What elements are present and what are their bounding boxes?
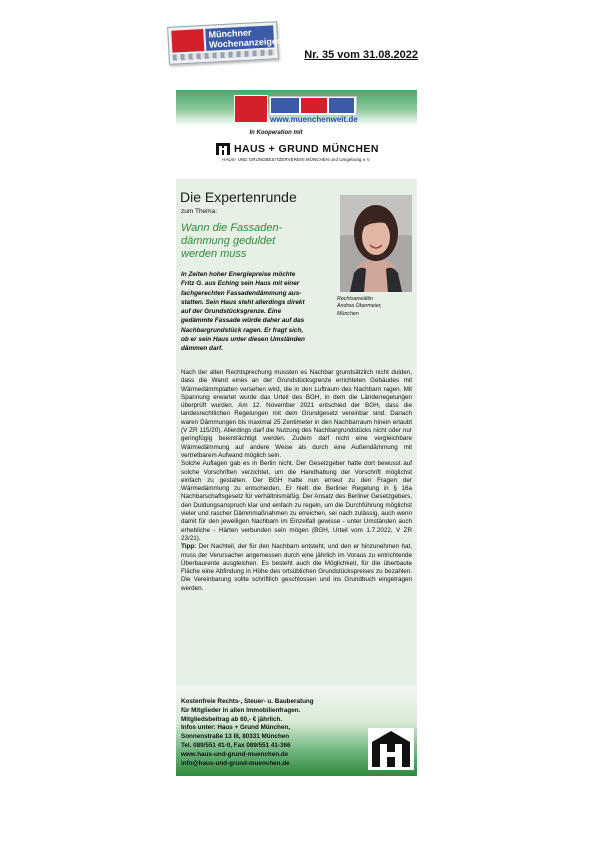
article-box [176, 90, 417, 776]
caption-line: Andrea Obermeier, [337, 303, 382, 310]
footer-line: Mitgliedsbeitrag ab 60,- € jährlich. [181, 715, 283, 723]
lead-line: gedämmte Fassade würde daher auf das [181, 317, 305, 325]
lead-line: Fritz G. aus Eching sein Haus mit einer [181, 280, 300, 288]
body-paragraph: Solche Auflagen gab es in Berlin nicht. Der Gesetzgeber hatte dort bewusst auf solche Vorschriften verzichtet, um die Handhabung der Vorschrift möglichst einfach zu gestalten. Der BGH hatte nun erneut zu den Fragen der Wärmedämmung zu entscheiden. Er hielt die Berliner Regelung in § 16a Nachbarschaftsgesetz für verhältnismäßig. Der Ansatz des Berliner Gesetzgebers, den Duldungsanspruch klar und einfach zu regeln, um die Durchführung möglichst vieler und rascher Dämmmaßnahmen zu erreichen, sei nach zulässig, auch wenn damit für den jeweiligen Nachbarn im Einzelfall gewisse - unter Umständen auch erhebliche - Härten verbunden sein mögen (BGH, Urteil vom 1.7.2022, V ZR 23/21). [181, 460, 412, 542]
lead-line: statten. Sein Haus steht allerdings direkt [181, 298, 305, 306]
footer-line: für Mitglieder in allen Immobilienfragen. [181, 706, 301, 714]
lead-line: In Zeiten hoher Energiepreise möchte [181, 271, 296, 278]
lead-paragraph [181, 270, 336, 353]
muenchenweit-logo-badge [269, 96, 357, 116]
footer-line: Kostenfreie Rechts-, Steuer- u. Bauberatung [181, 698, 314, 705]
caption-line: München [337, 310, 359, 317]
footer-email-link[interactable]: info@haus-und-grund-muenchen.de [181, 759, 290, 767]
haus-grund-logo-icon [216, 143, 230, 155]
footer-line: Infos unter: Haus + Grund München, [181, 724, 290, 732]
page-title: Die Expertenrunde [180, 189, 297, 205]
footer-contact [181, 698, 381, 768]
topic-prefix: zum Thema: [181, 208, 218, 215]
body-paragraph: Nach der alten Rechtsprechung mussten es Nachbar grundsätzlich nicht dulden, dass die Wand eines an der Grundstücksgrenze errichteten Gebäudes mit Wärmedämmplatten versehen wird, die in den Luftraum des Nachbarn ragen. Mit Spannung erwartet wurde das Urteil des BGH, in dem die Länderregelungen überprüft wurden. Am 12. November 2021 entschied der BGH, dass die landesrechtlichen Regelungen mit dem Grundgesetz vereinbar sind. Danach waren Dämmungen bis maximal 25 Zentimeter in den Nachbarraum hinein erlaubt (V ZR 115/20). Allerdings darf die Nutzung des Nachbargrundstücks nicht oder nur geringfügig beeinträchtigt werden. Zudem darf nicht eine vergleichbare Wärmedämmung auf andere Weise als durch eine Außendämmung mit vertretbarem Aufwand möglich sein. [181, 369, 412, 459]
footer-line: Tel. 089/551 41-0, Fax 089/551 41-366 [181, 741, 291, 749]
footer-website-link[interactable]: www.haus-und-grund-muenchen.de [181, 750, 289, 758]
topic-line: dämmung geduldet [181, 235, 276, 247]
tip-label: Tipp: [181, 543, 197, 551]
wochenanzeiger-logo [167, 21, 279, 65]
lead-line: dämmen darf. [181, 345, 223, 352]
issue-line: Nr. 35 vom 31.08.2022 [304, 49, 418, 61]
haus-grund-house-icon [368, 728, 414, 770]
topic-line: Wann die Fassaden- [181, 222, 283, 234]
mwa-logo-badge [234, 95, 268, 123]
org-name: HAUS + GRUND MÜNCHEN [234, 143, 379, 155]
author-photo [340, 195, 412, 292]
logo-red-panel [171, 29, 204, 53]
lead-line: Nachbargrundstück ragen. Er fragt sich, [181, 326, 304, 334]
tip-text: Der Nachteil, der für den Nachbarn entsteht, und den er hinzunehmen hat, muss der Verursacher angemessen durch eine jährlich im Voraus zu entrichtende Überbaurente ausgleichen. Es besteht auch die Möglichkeit, für die überbaute Fläche eine Abfindung in Höhe des ortsüblichen Grundstückspreises zu bezahlen. Die Vereinbarung sollte schriftlich geschlossen und ins Grundbuch eingetragen werden. [181, 543, 412, 592]
photo-caption [337, 296, 415, 318]
lead-line: auf der Grundstücksgrenze. Eine [181, 308, 282, 315]
logo-title: Münchner Wochenanzeiger [205, 25, 274, 51]
footer-line: Sonnenstraße 13 III, 80331 München [181, 733, 290, 741]
topic-line: werden muss [181, 248, 247, 260]
caption-line: Rechtsanwältin [337, 296, 373, 302]
lead-line: fachgerechten Fassadendämmung aus- [181, 289, 302, 297]
article-body [181, 369, 412, 593]
article-header [176, 90, 417, 179]
tip-paragraph [181, 543, 412, 593]
org-subtitle: HAUS- UND GRUNDBESITZERVEREIN MÜNCHEN und Umgebung e.V. [222, 157, 371, 162]
lead-line: ob er sein Haus unter diesen Umständen [181, 335, 305, 343]
website-url[interactable]: www.muenchenweit.de [270, 115, 358, 124]
topic-title [181, 222, 331, 261]
cooperation-label: In Kooperation mit [249, 130, 303, 136]
